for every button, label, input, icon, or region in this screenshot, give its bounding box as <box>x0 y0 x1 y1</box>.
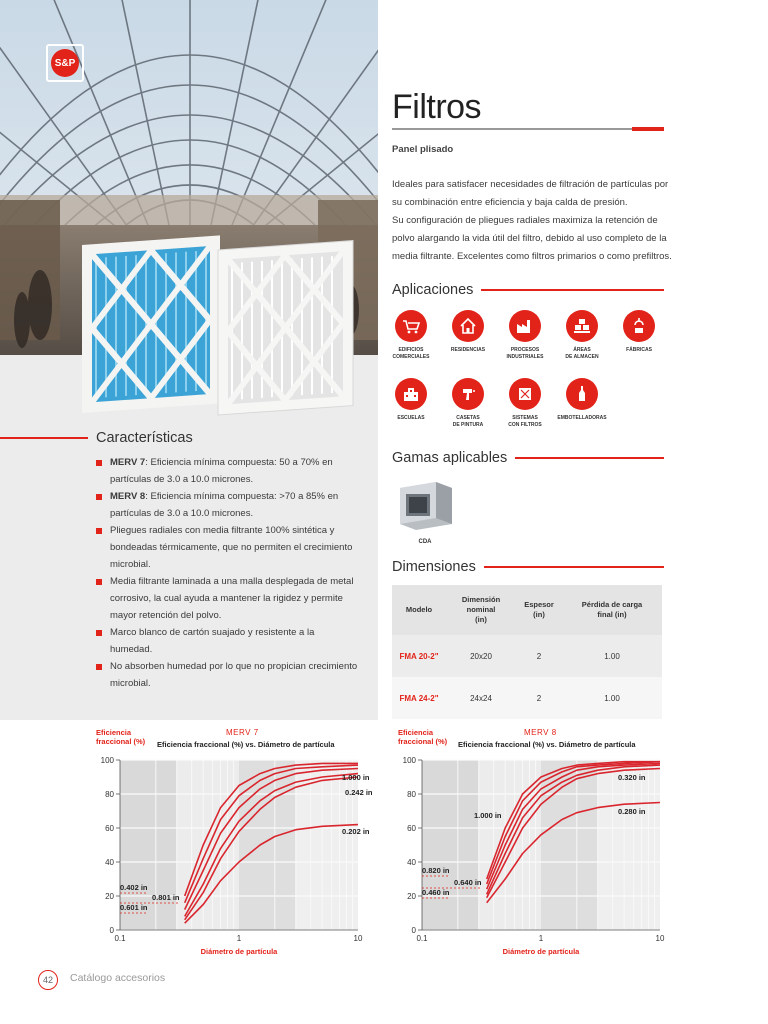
x-tick-label: 10 <box>353 934 363 943</box>
list-item <box>96 624 358 658</box>
page-subtitle: Panel plisado <box>392 144 454 155</box>
model-cell: FMA 20-2" <box>392 635 446 677</box>
y-tick-label: 40 <box>407 858 416 867</box>
title-rule <box>392 128 664 130</box>
chart-band <box>598 760 660 930</box>
chart2-subtitle: Eficiencia fraccional (%) vs. Diámetro de partícula <box>458 740 636 749</box>
app-label: CASETAS DE PINTURA <box>452 415 484 428</box>
data-label: 0.242 in <box>345 788 373 797</box>
column-header: Dimensión nominal (in) <box>446 585 516 635</box>
feature-bold: MERV 8 <box>110 491 146 502</box>
caracteristicas-heading <box>0 430 260 446</box>
dimensiones-heading-text: Dimensiones <box>392 559 476 575</box>
feature-text: Pliegues radiales con media filtrante 100% sintética y bondeadas térmicamente, que no permiten el crecimiento microbial. <box>110 525 353 570</box>
list-item <box>96 522 358 573</box>
app-label: SISTEMAS CON FILTROS <box>508 415 542 428</box>
data-label: 0.460 in <box>422 888 450 897</box>
house-icon <box>452 310 484 342</box>
dimensiones-heading <box>392 559 664 575</box>
list-item <box>96 488 358 522</box>
table-cell: 20x20 <box>446 635 516 677</box>
y-tick-label: 40 <box>105 858 114 867</box>
app-procesos-industriales <box>496 310 554 361</box>
x-tick-label: 1 <box>538 934 544 943</box>
chart1-ylabel: Eficiencia fraccional (%) <box>96 728 146 746</box>
footer-text: Catálogo accesorios <box>70 972 166 984</box>
caracteristicas-heading-text: Características <box>96 430 193 446</box>
feature-text: No absorben humedad por lo que no propician crecimiento microbial. <box>110 661 358 689</box>
x-tick-label: 1 <box>236 934 242 943</box>
feature-bold: MERV 7 <box>110 457 146 468</box>
page-title: Filtros <box>392 88 482 126</box>
brand-logo <box>46 44 84 82</box>
data-label: 0.801 in <box>152 893 180 902</box>
feature-text: : Eficiencia mínima compuesta: 50 a 70% en partículas de 3.0 a 10.0 micrones. <box>110 457 333 485</box>
data-label: 0.820 in <box>422 866 450 875</box>
chart2-title: MERV 8 <box>524 728 557 737</box>
column-header: Espesor (in) <box>516 585 562 635</box>
caracteristicas-rule <box>0 437 88 438</box>
data-label: 0.601 in <box>120 903 148 912</box>
table-header-row <box>392 585 662 635</box>
data-label: 1.000 in <box>474 811 502 820</box>
boxes-icon <box>566 310 598 342</box>
table-cell: 2 <box>516 677 562 719</box>
title-rule-accent <box>632 127 664 131</box>
aplicaciones-heading <box>392 282 664 298</box>
app-label: ESCUELAS <box>397 415 425 421</box>
data-label: 0.320 in <box>618 773 646 782</box>
list-item <box>96 658 358 692</box>
app-escuelas <box>382 378 440 422</box>
x-tick-label: 0.1 <box>416 934 428 943</box>
app-areas-almacen <box>553 310 611 361</box>
app-label: FÁBRICAS <box>626 347 652 353</box>
dimensiones-rule <box>484 566 664 567</box>
data-label: 0.202 in <box>342 827 370 836</box>
app-edificios-comerciales <box>382 310 440 361</box>
data-label: 1.000 in <box>342 773 370 782</box>
aplicaciones-heading-text: Aplicaciones <box>392 282 474 298</box>
y-tick-label: 60 <box>407 824 416 833</box>
app-label: EMBOTELLADORAS <box>557 415 607 421</box>
dimensions-table <box>392 585 662 719</box>
page-number: 42 <box>38 970 58 990</box>
app-label: ÁREAS DE ALMACEN <box>565 347 599 360</box>
data-label: 0.640 in <box>454 878 482 887</box>
x-axis-label: Diámetro de partícula <box>502 947 580 956</box>
list-item <box>96 454 358 488</box>
y-tick-label: 100 <box>402 756 416 765</box>
gamas-heading-text: Gamas aplicables <box>392 450 508 466</box>
intro-text <box>392 176 672 266</box>
chart-band <box>541 760 598 930</box>
y-tick-label: 60 <box>105 824 114 833</box>
y-tick-label: 20 <box>407 892 416 901</box>
cda-label: CDA <box>418 539 432 545</box>
gamas-rule <box>515 457 664 458</box>
app-casetas-pintura <box>439 378 497 429</box>
table-cell: 1.00 <box>562 635 662 677</box>
feature-text: Marco blanco de cartón suajado y resistente a la humedad. <box>110 627 315 655</box>
data-label: 0.402 in <box>120 883 148 892</box>
aplicaciones-rule <box>481 289 664 290</box>
intro-paragraph-2: Su configuración de pliegues radiales maximiza la retención de polvo alargando la vida útil del filtro, debido al uso completo de la media filtrante. Excelentes como filtros primarios o como prefiltros. <box>392 215 672 262</box>
chart1-subtitle: Eficiencia fraccional (%) vs. Diámetro de partícula <box>157 740 335 749</box>
list-item <box>96 573 358 624</box>
bottle-icon <box>566 378 598 410</box>
brand-logo-mark: S&P <box>51 49 79 77</box>
app-label: PROCESOS INDUSTRIALES <box>506 347 544 360</box>
intro-paragraph-1: Ideales para satisfacer necesidades de filtración de partículas por su combinación entre eficiencia y baja calda de presión. <box>392 179 669 208</box>
table-cell: 24x24 <box>446 677 516 719</box>
column-header: Modelo <box>392 585 446 635</box>
feature-text: : Eficiencia mínima compuesta: >70 a 85% en partículas de 3.0 a 10.0 micrones. <box>110 491 339 519</box>
chart-merv8 <box>382 750 677 965</box>
y-tick-label: 80 <box>105 790 114 799</box>
school-icon <box>395 378 427 410</box>
y-tick-label: 100 <box>100 756 114 765</box>
spray-gun-icon <box>452 378 484 410</box>
model-cell: FMA 24-2" <box>392 677 446 719</box>
cda-unit-image <box>396 478 454 532</box>
x-axis-label: Diámetro de partícula <box>200 947 278 956</box>
app-fabricas <box>610 310 668 354</box>
y-tick-label: 0 <box>411 926 416 935</box>
app-label: RESIDENCIAS <box>450 347 486 353</box>
chart1-title: MERV 7 <box>226 728 259 737</box>
chart-band <box>422 760 479 930</box>
table-row <box>392 677 662 719</box>
filter-icon <box>509 378 541 410</box>
table-cell: 1.00 <box>562 677 662 719</box>
table-cell: 2 <box>516 635 562 677</box>
app-sistemas-filtros <box>496 378 554 429</box>
y-tick-label: 20 <box>105 892 114 901</box>
factory-icon <box>509 310 541 342</box>
x-tick-label: 10 <box>655 934 665 943</box>
chart2-ylabel: Eficiencia fraccional (%) <box>398 728 448 746</box>
app-label: EDIFICIOS COMERCIALES <box>392 347 430 360</box>
crane-icon <box>623 310 655 342</box>
app-embotelladoras <box>553 378 611 422</box>
data-label: 0.280 in <box>618 807 646 816</box>
gamas-heading <box>392 450 664 466</box>
chart-merv7 <box>80 750 375 965</box>
column-header: Pérdida de carga final (in) <box>562 585 662 635</box>
y-tick-label: 0 <box>109 926 114 935</box>
table-row <box>392 635 662 677</box>
app-residencias <box>439 310 497 354</box>
y-tick-label: 80 <box>407 790 416 799</box>
feature-list <box>96 454 358 692</box>
x-tick-label: 0.1 <box>114 934 126 943</box>
feature-text: Media filtrante laminada a una malla desplegada de metal corrosivo, la cual ayuda a mantener la rigidez y permite mayor retención del polvo. <box>110 576 354 621</box>
cart-icon <box>395 310 427 342</box>
